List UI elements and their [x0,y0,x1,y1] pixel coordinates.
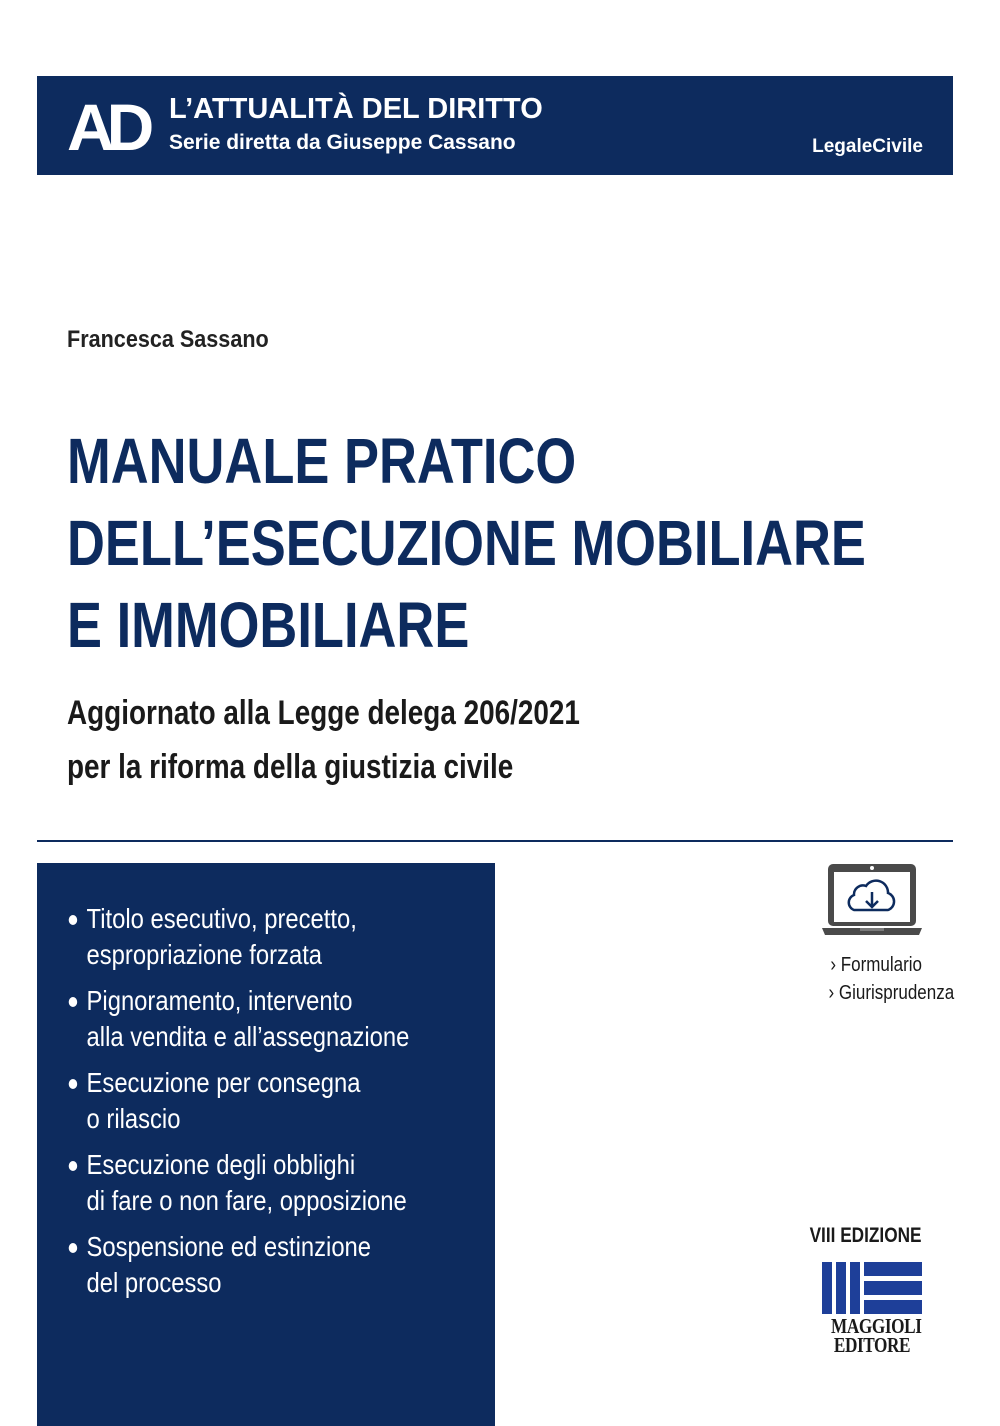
series-subtitle: Serie diretta da Giuseppe Cassano [169,131,516,154]
title-line: DELL’ESECUZIONE MOBILIARE [67,507,866,579]
publisher-logo [822,1262,922,1355]
topics-panel [37,863,495,1426]
topic-item: Pignoramento, intervento alla vendita e all’assegnazione [67,983,409,1055]
book-subtitle [67,686,580,794]
book-title [67,420,866,666]
series-header-banner [37,76,953,175]
online-extras-list [828,951,955,1007]
author-name: Francesca Sassano [67,326,269,353]
ad-logo: AD [67,90,147,164]
publisher-name: MAGGIOLI EDITORE [831,1314,922,1357]
laptop-cloud-download-icon [822,862,922,936]
bullet-icon [69,1161,78,1171]
maggioli-mark-icon [822,1262,922,1314]
topic-item: Sospensione ed estinzione del processo [67,1229,409,1301]
bullet-icon [69,915,78,925]
topics-list [67,901,470,1311]
topic-item: Esecuzione degli obblighi di fare o non fare, opposizione [67,1147,409,1219]
topic-item: Esecuzione per consegna o rilascio [67,1065,409,1137]
bullet-icon [69,1243,78,1253]
bullet-icon [69,1079,78,1089]
extra-item-giurisprudenza: › Giurisprudenza [828,982,955,1004]
subtitle-line: Aggiornato alla Legge delega 206/2021 [67,694,580,732]
topic-item: Titolo esecutivo, precetto, espropriazione forzata [67,901,409,973]
bullet-icon [69,997,78,1007]
title-line: E IMMOBILIARE [67,589,470,661]
subtitle-line: per la riforma della giustizia civile [67,748,514,786]
extra-item-formulario: › Formulario [830,954,922,976]
category-label: LegaleCivile [812,136,923,157]
series-title: L’ATTUALITÀ DEL DIRITTO [169,93,543,125]
divider-line [37,840,953,842]
edition-label: VIII EDIZIONE [810,1224,922,1247]
title-line: MANUALE PRATICO [67,425,577,497]
